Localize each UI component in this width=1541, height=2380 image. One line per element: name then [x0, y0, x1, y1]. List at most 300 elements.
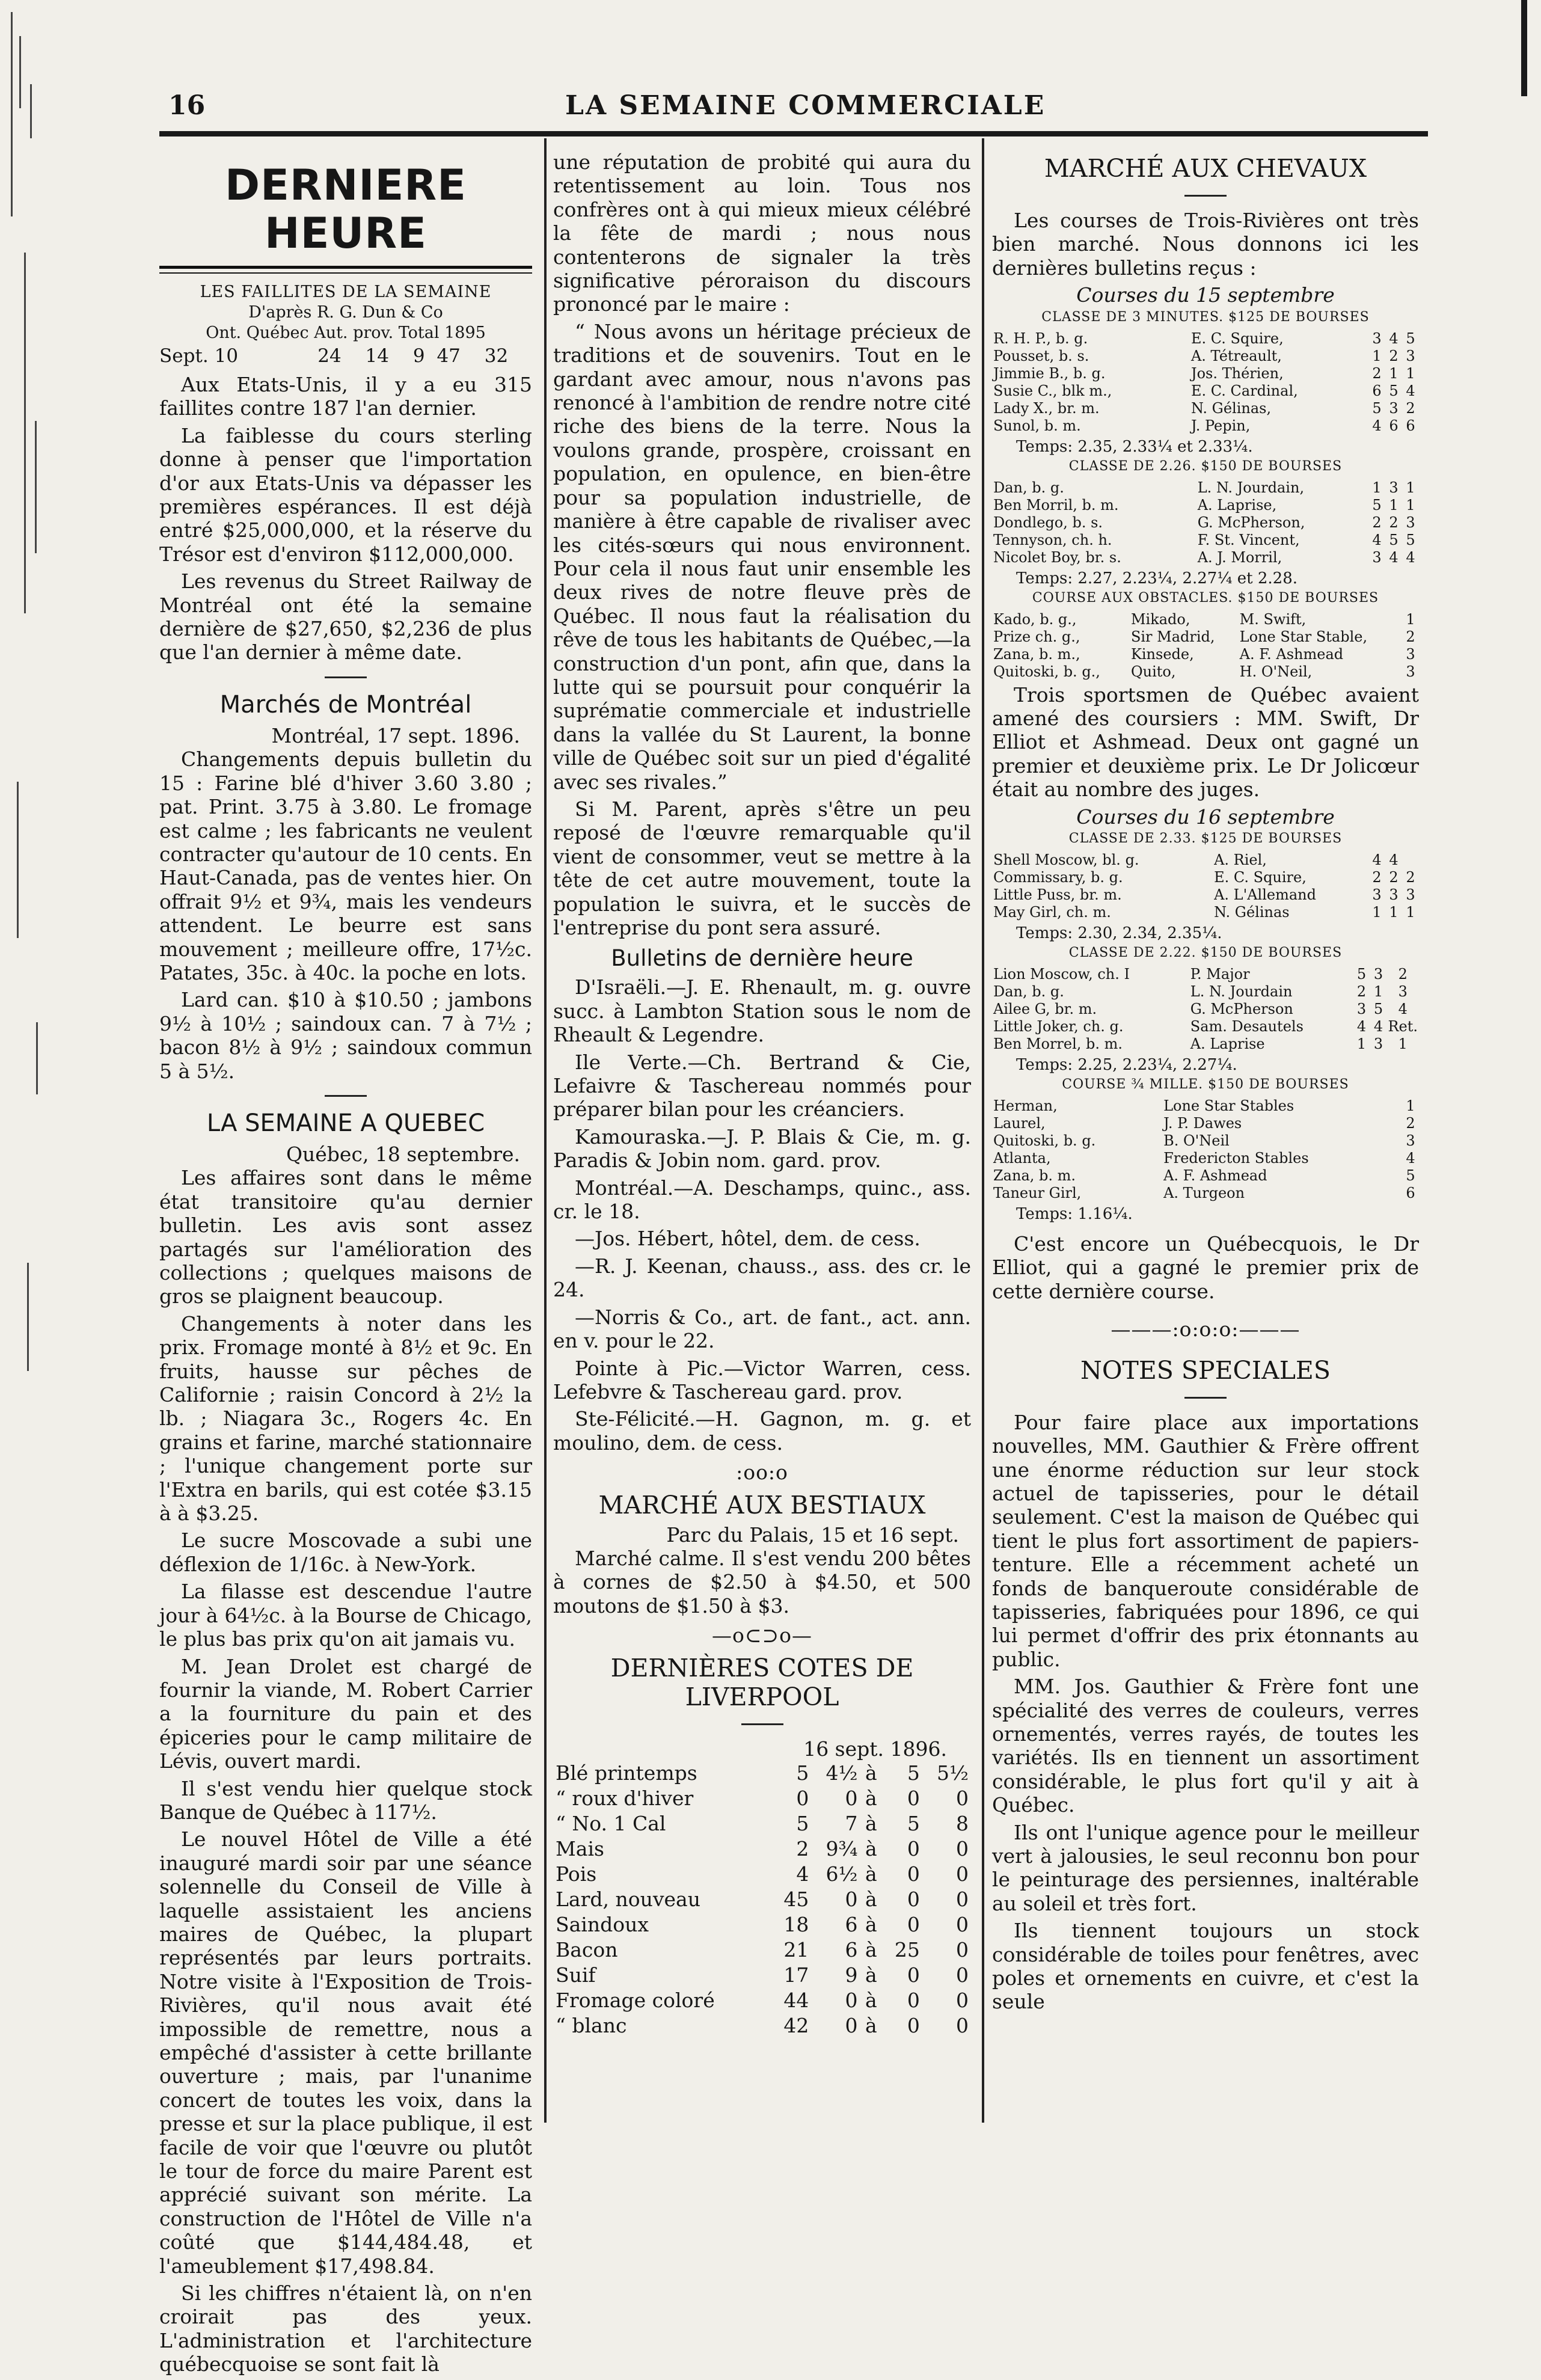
price-value: 42 [783, 2013, 809, 2037]
race-row [992, 1167, 1419, 1185]
failures-aut: 9 [412, 345, 425, 367]
race-placing: 4 [1389, 548, 1399, 566]
paragraph: Les courses de Trois-Rivières ont très bien marché. Nous donnons ici les dernières bulletins reçus : [992, 209, 1419, 280]
commodity-name: Suif [556, 1963, 596, 1987]
masthead-title: LA SEMAINE COMMERCIALE [565, 90, 1046, 121]
race-placing: 2 [1389, 347, 1399, 364]
column-rule-2 [982, 138, 984, 2123]
race-entry: Jos. Thérien, [1190, 364, 1284, 382]
race-placing: 2 [1398, 966, 1408, 983]
race-placing: 1 [1406, 904, 1415, 921]
race-placing: 4 [1389, 851, 1399, 869]
race-entry: Quitoski, b. g., [993, 663, 1100, 680]
race-entry: L. N. Jourdain [1190, 983, 1293, 1001]
race-entry: J. Pepin, [1190, 417, 1251, 434]
race6-time: Temps: 1.16¼. [1016, 1205, 1133, 1224]
price-value: à [865, 1836, 877, 1860]
price-value: 0 [956, 1862, 969, 1886]
race-row [992, 886, 1419, 904]
failures-source: D'après R. G. Dun & Co [248, 303, 443, 322]
price-value: 0 [907, 1887, 920, 1911]
price-value: 0 [907, 2013, 920, 2037]
price-value: à [865, 1887, 877, 1911]
race-entry: N. Gélinas, [1190, 399, 1272, 417]
race-entry: Commissary, b. g. [993, 869, 1123, 886]
paragraph: Trois sportsmen de Québec avaient amené des coursiers : MM. Swift, Dr Elliot et Ashmead. Deux ont gagné un premier et deuxième prix. Le Dr Jolicœur était au nombre des juges. [992, 682, 1419, 802]
price-value: 0 [907, 1786, 920, 1810]
race-row [992, 851, 1419, 869]
race-placing: 1 [1389, 364, 1399, 382]
race-entry: G. McPherson [1190, 1001, 1293, 1018]
race-placing: 4 [1406, 548, 1415, 566]
price-value: à [865, 1786, 877, 1810]
column-rule-1 [544, 138, 547, 2123]
race-placing: 4 [1356, 1018, 1367, 1035]
price-value: 5 [907, 1811, 920, 1835]
race-placing: 3 [1373, 1035, 1383, 1053]
page-number: 16 [168, 90, 206, 121]
price-value: 6 [845, 1937, 858, 1961]
race-placing: 1 [1389, 496, 1399, 514]
price-value: 9 [845, 1963, 858, 1987]
price-value: 0 [796, 1786, 809, 1810]
race-row [992, 497, 1419, 514]
liverpool-row [553, 1862, 971, 1887]
column-3 [992, 150, 1419, 2017]
failures-row [159, 345, 532, 368]
race-row [992, 1018, 1419, 1035]
paragraph: Il s'est vendu hier quelque stock Banque de Québec à 117½. [159, 1776, 532, 1824]
race-placing: 1 [1372, 347, 1382, 364]
price-value: 5 [907, 1761, 920, 1785]
race-entry: A. F. Ashmead [1163, 1167, 1267, 1185]
race-placing: 3 [1406, 663, 1415, 680]
race-placing: 2 [1389, 514, 1399, 531]
race-placing: 2 [1372, 364, 1382, 382]
race-entry: Zana, b. m. [993, 1167, 1076, 1185]
race-row [992, 869, 1419, 886]
commodity-name: Bacon [556, 1937, 618, 1961]
race-placing: 5 [1406, 330, 1415, 347]
ornament-divider: ———:o:o:o:——— [1111, 1317, 1301, 1342]
price-value: 6½ [826, 1862, 858, 1886]
race-row [992, 983, 1419, 1001]
race-placing: 1 [1398, 1035, 1408, 1053]
race-row [992, 1150, 1419, 1167]
race-row [992, 904, 1419, 921]
race-placing: 3 [1389, 479, 1399, 496]
race-entry: Lion Moscow, ch. I [993, 966, 1130, 983]
courses-day2: Courses du 16 septembre [1076, 805, 1335, 829]
race-row [992, 628, 1419, 646]
header-rule [159, 131, 1428, 136]
failures-table [159, 345, 532, 368]
liverpool-row [553, 1963, 971, 1988]
paragraph: une réputation de probité qui aura du retentissement au loin. Tous nos confrères ont à qui mieux mieux célébré la fête de mardi ; nous nous contenterons de signaler la très significative péroraison du discours prononcé par le maire : [553, 150, 971, 316]
price-value: 0 [845, 2013, 858, 2037]
commodity-name: “ roux d'hiver [556, 1786, 694, 1810]
race-entry: Ben Morrel, b. m. [993, 1035, 1123, 1053]
right-edge-mark [1521, 0, 1527, 96]
liverpool-table [553, 1761, 971, 2038]
race-placing: 3 [1372, 548, 1382, 566]
paragraph: Lard can. $10 à $10.50 ; jambons 9½ à 10½ ; saindoux can. 7 à 7½ ; bacon 8½ à 9½ ; saindoux commun 5 à 5½. [159, 988, 532, 1083]
race1-time: Temps: 2.35, 2.33¼ et 2.33¼. [1016, 437, 1253, 456]
liverpool-row [553, 1811, 971, 1836]
race-entry: A. J. Morril, [1197, 548, 1282, 566]
price-value: 5½ [937, 1761, 969, 1785]
commodity-name: “ blanc [556, 2013, 627, 2037]
price-value: 0 [907, 1912, 920, 1936]
race-entry: Sunol, b. m. [993, 417, 1081, 434]
paragraph: Le sucre Moscovade a subi une déflexion de 1/16c. à New-York. [159, 1529, 532, 1576]
race-row [992, 417, 1419, 435]
race-placing: 3 [1406, 1132, 1415, 1150]
race-entry: R. H. P., b. g. [993, 330, 1088, 347]
race-entry: Kinsede, [1130, 645, 1194, 663]
bulletin-item: Montréal.—A. Deschamps, quinc., ass. cr. le 18. [553, 1176, 971, 1224]
race-row [992, 966, 1419, 983]
price-value: à [865, 1988, 877, 2012]
montreal-dateline: Montréal, 17 sept. 1896. [271, 723, 520, 747]
ornament-divider: —o⊂⊃o— [711, 1624, 813, 1648]
race-placing: 5 [1356, 966, 1367, 983]
price-value: 18 [783, 1912, 809, 1936]
race3-head: COURSE AUX OBSTACLES. $150 DE BOURSES [1032, 590, 1379, 606]
paragraph: M. Jean Drolet est chargé de fournir la viande, M. Robert Carrier a la fourniture du pain et des épiceries pour le camp militaire de Lévis, ouvert mardi. [159, 1654, 532, 1773]
bestiaux-title: MARCHÉ AUX BESTIAUX [598, 1490, 926, 1520]
commodity-name: Blé printemps [556, 1761, 697, 1785]
race-placing: 2 [1356, 983, 1367, 1001]
race5-table [992, 966, 1419, 1053]
race-row [992, 1132, 1419, 1150]
bulletin-item: —Norris & Co., art. de fant., act. ann. en v. pour le 22. [553, 1305, 971, 1353]
price-value: 25 [894, 1937, 920, 1961]
race-entry: A. L'Allemand [1214, 886, 1316, 904]
race4-table [992, 851, 1419, 921]
race-row [992, 1035, 1419, 1053]
race-placing: 2 [1372, 514, 1382, 531]
column-2 [553, 150, 971, 2038]
race-entry: H. O'Neil, [1239, 663, 1313, 680]
paragraph: Changements depuis bulletin du 15 : Farine blé d'hiver 3.60 3.80 ; pat. Print. 3.75 à 3.80. Le fromage est calme ; les fabricants ne veulent contracter qu'autour de 10 cents. En Haut-Canada, pas de ventes hier. On offrait 9½ et 9¾, mais les vendeurs attendent. Le beurre est sans mouvement ; meilleure offre, 17½c. Patates, 35c. à 40c. la poche en lots. [159, 747, 532, 984]
race-placing: 4 [1372, 417, 1382, 434]
race-entry: Sam. Desautels [1190, 1018, 1304, 1035]
race-entry: Quitoski, b. g. [993, 1132, 1096, 1150]
race2-table [992, 479, 1419, 566]
race-placing: 3 [1356, 1001, 1367, 1018]
race-placing: 3 [1406, 514, 1415, 531]
race-entry: Prize ch. g., [993, 628, 1080, 645]
section-rule [1184, 195, 1227, 197]
race-entry: Taneur Girl, [993, 1185, 1082, 1202]
race-entry: P. Major [1190, 966, 1250, 983]
race-entry: Nicolet Boy, br. s. [993, 548, 1121, 566]
race-row [992, 646, 1419, 663]
race-row [992, 663, 1419, 681]
paragraph: Marché calme. Il s'est vendu 200 bêtes à cornes de $2.50 à $4.50, et 500 moutons de $1.50 à $3. [553, 1546, 971, 1618]
race2-head: CLASSE DE 2.26. $150 DE BOURSES [1068, 458, 1343, 474]
race-row [992, 549, 1419, 566]
left-margin-marks [6, 0, 60, 2240]
liverpool-title: DERNIÈRES COTES DE LIVERPOOL [610, 1653, 914, 1711]
quebec-dateline: Québec, 18 septembre. [286, 1142, 520, 1166]
bulletin-item: D'Israëli.—J. E. Rhenault, m. g. ouvre succ. à Lambton Station sous le nom de Rheault & Legendre. [553, 975, 971, 1047]
race-placing: 1 [1406, 1097, 1415, 1115]
bestiaux-dateline: Parc du Palais, 15 et 16 sept. [666, 1523, 959, 1547]
section-rule [325, 676, 367, 678]
race-entry: Lone Star Stables [1163, 1097, 1294, 1115]
race-entry: E. C. Squire, [1214, 869, 1307, 886]
race-placing: 5 [1373, 1001, 1383, 1018]
race-entry: A. Turgeon [1163, 1185, 1245, 1202]
liverpool-row [553, 1836, 971, 1862]
montreal-title: Marchés de Montréal [219, 690, 472, 719]
commodity-name: “ No. 1 Cal [556, 1811, 666, 1835]
price-value: 0 [956, 1912, 969, 1936]
paragraph: C'est encore un Québecquois, le Dr Elliot, qui a gagné le premier prix de cette dernière course. [992, 1232, 1419, 1303]
race-placing: 1 [1373, 983, 1383, 1001]
race-placing: 5 [1406, 1167, 1415, 1185]
race-row [992, 330, 1419, 348]
race-entry: G. McPherson, [1197, 514, 1305, 531]
race-entry: Tennyson, ch. h. [993, 531, 1112, 548]
paragraph: MM. Jos. Gauthier & Frère font une spécialité des verres de couleurs, verres ornementés, verres rayés, de toutes les variétés. Ils en tiennent un assortiment considérable, le plus fort qu'il y ait à Québec. [992, 1675, 1419, 1817]
race2-time: Temps: 2.27, 2.23¼, 2.27¼ et 2.28. [1016, 569, 1298, 587]
failures-ont: 24 [317, 345, 342, 367]
race-placing: 6 [1406, 417, 1415, 434]
race-placing: 4 [1372, 531, 1382, 548]
race-placing: 2 [1406, 399, 1415, 417]
price-value: 6 [845, 1912, 858, 1936]
race-row [992, 1001, 1419, 1018]
race-placing: 1 [1356, 1035, 1367, 1053]
page-header [150, 90, 1425, 126]
race-row [992, 348, 1419, 365]
race-entry: Jimmie B., b. g. [993, 364, 1106, 382]
race-placing: 4 [1372, 851, 1382, 869]
price-value: 0 [845, 1786, 858, 1810]
bulletin-item: Ste-Félicité.—H. Gagnon, m. g. et moulino, dem. de cess. [553, 1407, 971, 1455]
race-placing: 2 [1406, 628, 1415, 645]
price-value: 45 [783, 1887, 809, 1911]
bulletin-item: —Jos. Hébert, hôtel, dem. de cess. [575, 1227, 921, 1251]
race-placing: 1 [1372, 904, 1382, 921]
failures-total: 47 [437, 345, 461, 367]
double-rule [159, 266, 532, 274]
race-entry: E. C. Squire, [1190, 330, 1284, 347]
race-placing: 6 [1406, 1185, 1415, 1202]
race-entry: A. Riel, [1214, 851, 1267, 869]
price-value: 0 [907, 1963, 920, 1987]
race-entry: M. Swift, [1239, 610, 1307, 628]
race-entry: J. P. Dawes [1163, 1115, 1242, 1132]
race-entry: Dan, b. g. [993, 479, 1064, 496]
bulletin-item: Kamouraska.—J. P. Blais & Cie, m. g. Paradis & Jobin nom. gard. prov. [553, 1124, 971, 1173]
section-rule [741, 1723, 783, 1725]
price-value: 0 [956, 1887, 969, 1911]
race-placing: 4 [1398, 1001, 1408, 1018]
paragraph: Changements à noter dans les prix. Fromage monté à 8½ et 9c. En fruits, hausse sur pêches de Californie ; raisin Concord à 2½ la lb. ; Niagara 3c., Rogers 4c. En grains et farine, marché stationnaire ; l'unique changement porte sur l'Extra en barils, qui est cotée $3.15 à à $3.25. [159, 1311, 532, 1526]
paragraph: Les affaires sont dans le même état transitoire qu'au dernier bulletin. Les avis sont assez partagés sur l'amélioration des collections ; quelques maisons de gros se plaignent beaucoup. [159, 1166, 532, 1308]
liverpool-row [553, 1937, 971, 1963]
race-row [992, 382, 1419, 400]
paragraph: Les revenus du Street Railway de Montréal ont été la semaine dernière de $27,650, $2,236 de plus que l'an dernier à même date. [159, 569, 532, 664]
price-value: 0 [845, 1988, 858, 2012]
race-entry: Zana, b. m., [993, 645, 1080, 663]
commodity-name: Pois [556, 1862, 597, 1886]
race-entry: F. St. Vincent, [1197, 531, 1300, 548]
race-placing: 4 [1373, 1018, 1383, 1035]
commodity-name: Lard, nouveau [556, 1887, 700, 1911]
price-value: 0 [845, 1887, 858, 1911]
bulletin-item: —R. J. Keenan, chauss., ass. des cr. le 24. [553, 1254, 971, 1302]
price-value: 4 [796, 1862, 809, 1886]
race-placing: 4 [1389, 330, 1399, 347]
paragraph: Ils tiennent toujours un stock considérable de toiles pour fenêtres, avec poles et ornements en cuivre, et c'est la seule [992, 1919, 1419, 2014]
paragraph: Si les chiffres n'étaient là, on n'en croirait pas des yeux. L'administration et l'architecture québecquoise se sont fait là [159, 2281, 532, 2376]
race-placing: 1 [1406, 496, 1415, 514]
race-placing: 5 [1372, 399, 1382, 417]
quebec-title: LA SEMAINE A QUEBEC [206, 1109, 485, 1137]
ornament-divider: :oo:o [736, 1461, 788, 1485]
paragraph: Pour faire place aux importations nouvelles, MM. Gauthier & Frère offrent une énorme réduction sur leur stock actuel de tapisseries, pour le détail seulement. C'est la maison de Québec qui tient le plus fort assortiment de papiers-tenture. Elle a récemment acheté un fonds de banqueroute considérable de tapisseries, fabriquées pour 1896, ce qui lui permet d'offrir des prix étonnants au public. [992, 1410, 1419, 1671]
race-placing: 5 [1372, 496, 1382, 514]
race-entry: A. F. Ashmead [1239, 645, 1344, 663]
race-entry: A. Laprise [1190, 1035, 1265, 1053]
paragraph: La faiblesse du cours sterling donne à penser que l'importation d'or aux Etats-Unis va dépasser les premières espérances. Il est déjà entré $25,000,000, et la réserve du Trésor est d'environ $112,000,000. [159, 423, 532, 566]
bulletins-title: Bulletins de dernière heure [611, 945, 913, 972]
race-entry: Mikado, [1130, 610, 1190, 628]
race-entry: May Girl, ch. m. [993, 904, 1111, 921]
race-placing: 2 [1372, 869, 1382, 886]
price-value: 0 [956, 1786, 969, 1810]
paragraph: “ Nous avons un héritage précieux de traditions et de souvenirs. Tout en le gardant avec amour, nous n'avons pas renoncé à l'ambition de rendre notre cité riche des biens de la terre. Nous la voulons grande, prospère, croissant en population, en opulence, en bien-être pour sa population industrielle, de manière à être capable de rivaliser avec les cités-sœurs qui nous environnent. Pour cela il nous faut unir ensemble les deux rives de notre fleuve près de Québec. Il nous faut la réalisation du rêve de tous les habitants de Québec,—la construction d'un pont, afin que, dans la lutte qui se poursuit pour conquérir la suprématie commerciale et industrielle dans la vallée du St Laurent, la bonne ville de Québec soit sur un pied d'égalité avec ses rivales.” [553, 319, 971, 794]
race5-time: Temps: 2.25, 2.23¼, 2.27¼. [1016, 1056, 1237, 1075]
price-value: 0 [956, 1963, 969, 1987]
race-placing: 3 [1373, 966, 1383, 983]
liverpool-row [553, 1786, 971, 1811]
price-value: à [865, 1761, 877, 1785]
race-placing: 3 [1372, 330, 1382, 347]
price-value: 0 [956, 2013, 969, 2037]
liverpool-row [553, 1761, 971, 1786]
section-rule [1184, 1397, 1227, 1399]
failures-1895: 32 [484, 345, 509, 367]
race-entry: N. Gélinas [1214, 904, 1290, 921]
race-entry: Herman, [993, 1097, 1058, 1115]
price-value: 17 [783, 1963, 809, 1987]
race-placing: 3 [1389, 399, 1399, 417]
price-value: 5 [796, 1811, 809, 1835]
race-entry: Shell Moscow, bl. g. [993, 851, 1139, 869]
race-placing: 5 [1389, 382, 1399, 399]
commodity-name: Mais [556, 1836, 604, 1860]
race-placing: 5 [1389, 531, 1399, 548]
section-rule [325, 1095, 367, 1097]
race-placing: 2 [1406, 869, 1415, 886]
race-entry: Pousset, b. s. [993, 347, 1089, 364]
price-value: 0 [907, 1862, 920, 1886]
paragraph: La filasse est descendue l'autre jour à 64½c. à la Bourse de Chicago, le plus bas prix qu'on ait jamais vu. [159, 1580, 532, 1651]
price-value: 0 [956, 1836, 969, 1860]
race-placing: 4 [1406, 1150, 1415, 1167]
race-entry: A. Tétreault, [1190, 347, 1282, 364]
paragraph: Le nouvel Hôtel de Ville a été inauguré mardi soir par une séance solennelle du Conseil de Ville à laquelle assistaient les anciens maires de Québec, la plupart représentés par leurs portraits. Notre visite à l'Exposition de Trois-Rivières, qu'il nous avait été impossible de remettre, nous a empêché d'assister à cette brillante ouverture ; mais, par l'unanime concert de toutes les voix, dans la presse et sur la place publique, il est facile de voir que l'œuvre ou plutôt le tour de force du maire Parent est apprécié suivant son mérite. La construction de l'Hôtel de Ville n'a coûté que $144,484.48, et l'ameublement $17,498.84. [159, 1827, 532, 2278]
race-entry: Fredericton Stables [1163, 1150, 1309, 1167]
race-entry: A. Laprise, [1197, 496, 1277, 514]
race-entry: Laurel, [993, 1115, 1046, 1132]
race-row [992, 400, 1419, 417]
price-value: 7 [845, 1811, 858, 1835]
race-placing: 2 [1389, 869, 1399, 886]
race3-table [992, 611, 1419, 681]
paragraph: Ils ont l'unique agence pour le meilleur vert à jalousies, le seul reconnu bon pour le peinturage des persiennes, inaltérable au soleil et très fort. [992, 1820, 1419, 1915]
race-placing: 3 [1406, 347, 1415, 364]
race-placing: 1 [1406, 479, 1415, 496]
race6-head: COURSE ¾ MILLE. $150 DE BOURSES [1062, 1077, 1349, 1093]
race-placing: Ret. [1388, 1018, 1418, 1035]
race1-head: CLASSE DE 3 MINUTES. $125 DE BOURSES [1041, 309, 1370, 325]
race-placing [1402, 851, 1419, 869]
notes-title: NOTES SPECIALES [1080, 1355, 1331, 1385]
price-value: à [865, 1862, 877, 1886]
courses-day1: Courses du 15 septembre [1076, 283, 1335, 307]
price-value: 8 [956, 1811, 969, 1835]
race-placing: 6 [1389, 417, 1399, 434]
commodity-name: Saindoux [556, 1912, 649, 1936]
failures-date: Sept. 10 [159, 345, 239, 367]
race-row [992, 611, 1419, 628]
commodity-name: Fromage coloré [556, 1988, 715, 2012]
race-entry: Sir Madrid, [1130, 628, 1215, 645]
race-entry: Susie C., blk m., [993, 382, 1112, 399]
price-value: 4½ [826, 1761, 858, 1785]
race-row [992, 532, 1419, 549]
chevaux-title: MARCHÉ AUX CHEVAUX [1044, 154, 1367, 183]
price-value: à [865, 2013, 877, 2037]
race-entry: L. N. Jourdain, [1197, 479, 1305, 496]
race-placing: 3 [1406, 886, 1415, 904]
column-1 [159, 150, 532, 2380]
race-row [992, 514, 1419, 532]
paragraph: Si M. Parent, après s'être un peu reposé de l'œuvre remarquable qu'il vient de consommer, veut se mettre à la tête de cet autre mouvement, toute la population le suivra, et le succès de l'entreprise du pont sera assuré. [553, 797, 971, 939]
race-entry: Ben Morril, b. m. [993, 496, 1119, 514]
race1-table [992, 330, 1419, 435]
race-placing: 3 [1389, 886, 1399, 904]
price-value: 0 [907, 1836, 920, 1860]
bulletin-item: Pointe à Pic.—Victor Warren, cess. Lefebvre & Taschereau gard. prov. [553, 1356, 971, 1403]
price-value: 21 [783, 1937, 809, 1961]
liverpool-row [553, 1887, 971, 1912]
race-entry: Dondlego, b. s. [993, 514, 1103, 531]
price-value: 2 [796, 1836, 809, 1860]
race-entry: Little Puss, br. m. [993, 886, 1122, 904]
race6-table [992, 1097, 1419, 1202]
price-value: 44 [783, 1988, 809, 2012]
race-entry: Lone Star Stable, [1239, 628, 1368, 645]
headline-derniere-heure: DERNIERE HEURE [225, 161, 467, 258]
race-entry: Quito, [1130, 663, 1176, 680]
failures-heading: LES FAILLITES DE LA SEMAINE [200, 283, 492, 301]
race-row [992, 1185, 1419, 1202]
race4-head: CLASSE DE 2.33. $125 DE BOURSES [1068, 831, 1343, 847]
liverpool-row [553, 2013, 971, 2038]
race-entry: Kado, b. g., [993, 610, 1077, 628]
race-row [992, 365, 1419, 382]
bulletin-item: Ile Verte.—Ch. Bertrand & Cie, Lefaivre & Taschereau nommés pour préparer bilan pour les créanciers. [553, 1050, 971, 1121]
race-entry: Little Joker, ch. g. [993, 1018, 1124, 1035]
